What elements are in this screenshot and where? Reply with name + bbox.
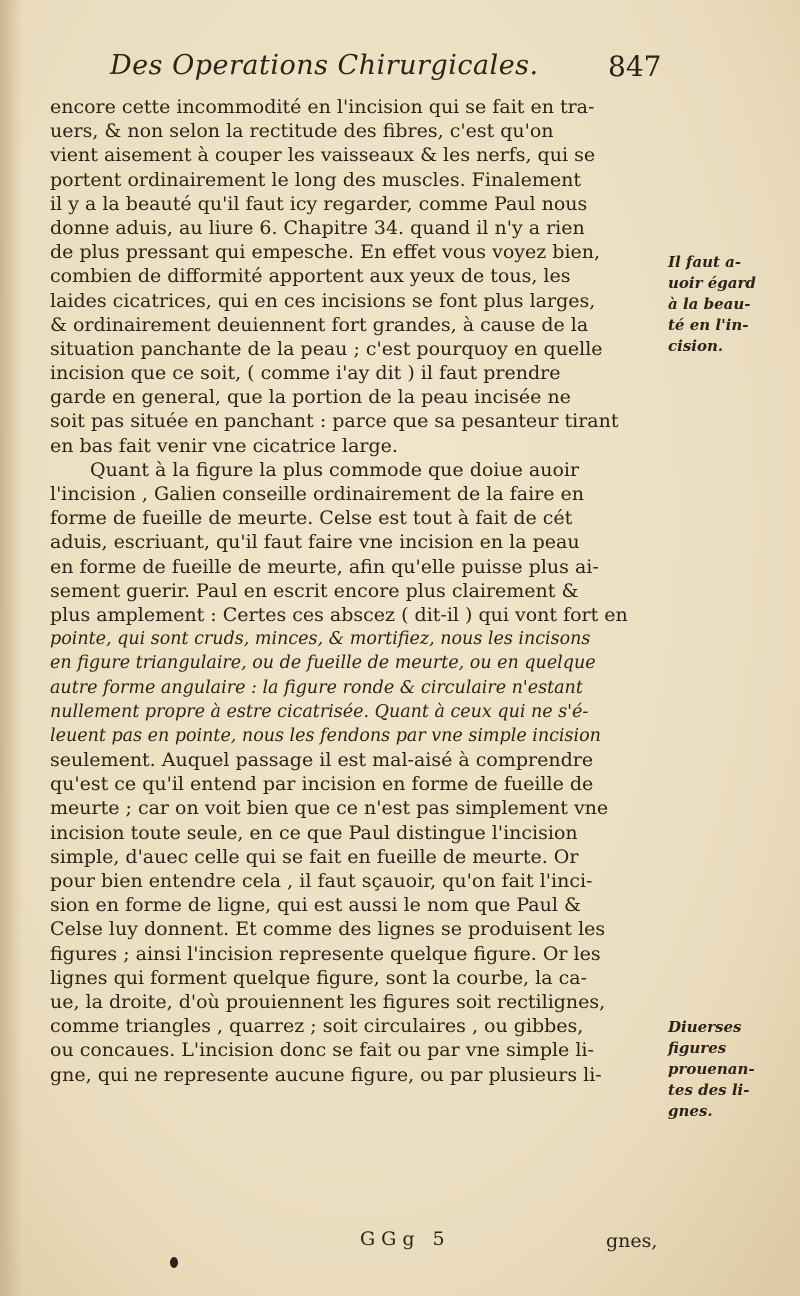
margin-note-beauty xyxy=(668,252,788,357)
margin-note-line: à la beau- xyxy=(668,295,751,313)
quotation-line: nullement propre à estre cicatrisée. Quant à ceux qui ne s'é- xyxy=(50,701,589,722)
text-line: l'incision , Galien conseille ordinairement de la faire en xyxy=(50,483,585,505)
text-line: en bas fait venir vne cicatrice large. xyxy=(50,434,398,457)
text-line: uers, & non selon la rectitude des fibres, c'est qu'on xyxy=(50,120,554,143)
body-text xyxy=(50,95,662,1087)
text-line: lignes qui forment quelque figure, sont la courbe, la ca- xyxy=(50,966,587,989)
text-line: qu'est ce qu'il entend par incision en forme de fueille de xyxy=(50,773,594,796)
text-line: ou concaues. L'incision donc se fait ou par vne simple li- xyxy=(50,1039,594,1062)
running-title: Des Operations Chirurgicales. xyxy=(110,50,539,81)
quotation-line: autre forme angulaire : la figure ronde & circulaire n'estant xyxy=(50,677,583,698)
text-line: encore cette incommodité en l'incision qui se fait en tra- xyxy=(50,96,595,118)
text-line: gne, qui ne represente aucune figure, ou par plusieurs li- xyxy=(50,1063,602,1086)
text-line: portent ordinairement le long des muscles. Finalement xyxy=(50,168,581,191)
margin-note-line: gnes. xyxy=(668,1102,713,1120)
margin-note-line: figures xyxy=(668,1039,727,1057)
margin-note-line: té en l'in- xyxy=(668,316,749,334)
page-gutter-shadow xyxy=(0,0,22,1296)
page-number: 847 xyxy=(608,50,662,83)
text-line: meurte ; car on voit bien que ce n'est pas simplement vne xyxy=(50,797,609,820)
text-line: seulement. Auquel passage il est mal-aisé à comprendre xyxy=(50,749,594,772)
text-line: incision toute seule, en ce que Paul distingue l'incision xyxy=(50,821,578,844)
signature-mark: GGg 5 xyxy=(360,1228,451,1250)
text-line: laides cicatrices, qui en ces incisions se font plus larges, xyxy=(50,289,596,312)
ink-dot xyxy=(170,1257,178,1268)
margin-note-line: Il faut a- xyxy=(668,253,742,271)
margin-note-line: tes des li- xyxy=(668,1081,750,1099)
text-line: situation panchante de la peau ; c'est pourquoy en quelle xyxy=(50,337,603,360)
margin-note-line: prouenan- xyxy=(668,1060,755,1078)
text-line: garde en general, que la portion de la peau incisée ne xyxy=(50,386,571,409)
paragraph-start-line: Quant à la figure la plus commode que doiue auoir xyxy=(90,458,580,481)
text-line: ue, la droite, d'où prouiennent les figures soit rectilignes, xyxy=(50,990,606,1013)
text-line: figures ; ainsi l'incision represente quelque figure. Or les xyxy=(50,942,601,965)
catchword: gnes, xyxy=(606,1230,658,1252)
text-line: en forme de fueille de meurte, afin qu'elle puisse plus ai- xyxy=(50,555,599,578)
text-line: comme triangles , quarrez ; soit circulaires , ou gibbes, xyxy=(50,1015,584,1038)
text-line: il y a la beauté qu'il faut icy regarder, comme Paul nous xyxy=(50,192,588,215)
text-line: aduis, escriuant, qu'il faut faire vne incision en la peau xyxy=(50,531,580,554)
text-line: plus amplement : Certes ces abscez ( dit-il ) qui vont fort en xyxy=(50,603,628,626)
text-line: sement guerir. Paul en escrit encore plus clairement & xyxy=(50,579,579,602)
page-header xyxy=(110,50,670,94)
text-line: sion en forme de ligne, qui est aussi le nom que Paul & xyxy=(50,894,581,917)
quotation-line: pointe, qui sont cruds, minces, & mortifiez, nous les incisons xyxy=(50,629,591,650)
text-line: Celse luy donnent. Et comme des lignes se produisent les xyxy=(50,918,606,941)
text-line: & ordinairement deuiennent fort grandes, à cause de la xyxy=(50,313,589,336)
margin-note-figures xyxy=(668,1017,788,1122)
margin-note-line: uoir égard xyxy=(668,274,756,292)
quotation-line: en figure triangulaire, ou de fueille de meurte, ou en quelque xyxy=(50,653,596,674)
margin-note-line: Diuerses xyxy=(668,1018,742,1036)
text-line: incision que ce soit, ( comme i'ay dit ) il faut prendre xyxy=(50,362,561,385)
text-line: forme de fueille de meurte. Celse est tout à fait de cét xyxy=(50,507,573,530)
text-line: donne aduis, au liure 6. Chapitre 34. quand il n'y a rien xyxy=(50,216,585,239)
margin-note-line: cision. xyxy=(668,337,724,355)
text-line: soit pas située en panchant : parce que sa pesanteur tirant xyxy=(50,410,619,433)
text-line: combien de difformité apportent aux yeux de tous, les xyxy=(50,265,571,288)
text-line: vient aisement à couper les vaisseaux & les nerfs, qui se xyxy=(50,144,596,167)
quotation-line: leuent pas en pointe, nous les fendons par vne simple incision xyxy=(50,725,601,746)
text-line: simple, d'auec celle qui se fait en fueille de meurte. Or xyxy=(50,845,579,868)
text-line: de plus pressant qui empesche. En effet vous voyez bien, xyxy=(50,241,601,264)
text-line: pour bien entendre cela , il faut sçauoir, qu'on fait l'inci- xyxy=(50,870,593,892)
